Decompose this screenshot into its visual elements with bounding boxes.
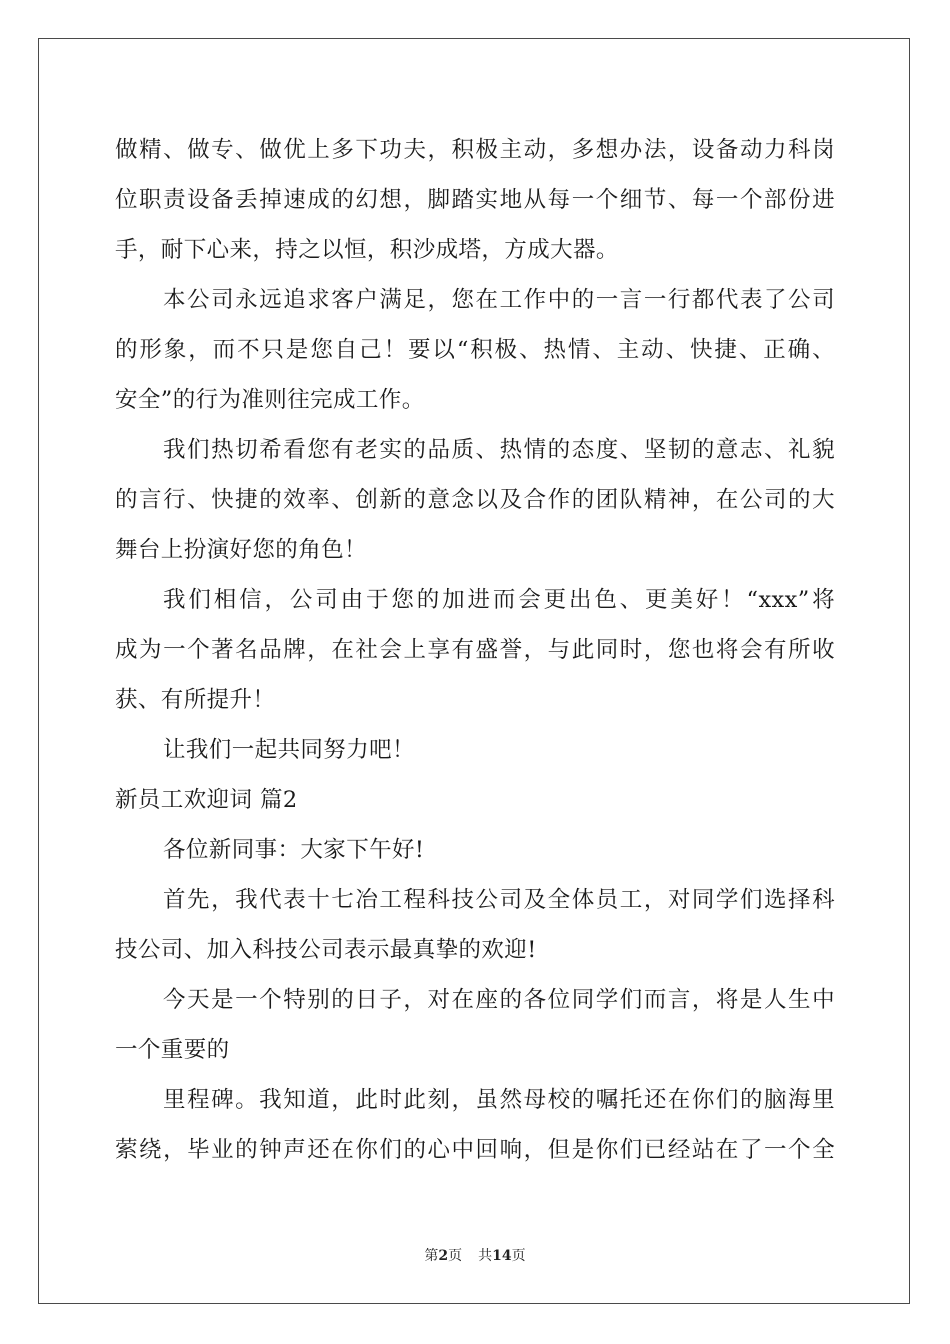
paragraph-line: 一个重要的 — [115, 1037, 230, 1063]
paragraph-line: 位职责设备丢掉速成的幻想，脚踏实地从每一个细节、每一个部份进 — [115, 187, 835, 213]
section-heading: 新员工欢迎词 篇2 — [115, 787, 298, 813]
paragraph-line: 的形象，而不只是您自己！要以“积极、热情、主动、快捷、正确、 — [115, 337, 835, 363]
paragraph-line: 安全”的行为准则往完成工作。 — [115, 387, 425, 413]
paragraph-line: 做精、做专、做优上多下功夫，积极主动，多想办法，设备动力科岗 — [115, 137, 835, 163]
total-pages: 14 — [492, 1248, 512, 1264]
paragraph-line: 今天是一个特别的日子，对在座的各位同学们而言，将是人生中 — [163, 987, 835, 1013]
paragraph-line: 成为一个著名品牌，在社会上享有盛誉，与此同时，您也将会有所收 — [115, 637, 835, 663]
document-body — [115, 125, 835, 1175]
paragraph-line: 里程碑。我知道，此时此刻，虽然母校的嘱托还在你们的脑海里 — [163, 1087, 835, 1113]
total-prefix: 共 — [478, 1248, 493, 1264]
paragraph-line: 技公司、加入科技公司表示最真挚的欢迎! — [115, 937, 537, 963]
paragraph-line: 我们热切希看您有老实的品质、热情的态度、坚韧的意志、礼貌 — [163, 437, 835, 463]
paragraph-line: 各位新同事：大家下午好! — [163, 837, 425, 863]
paragraph-line: 我们相信，公司由于您的加进而会更出色、更美好！“xxx”将 — [163, 587, 835, 613]
paragraph-line: 的言行、快捷的效率、创新的意念以及合作的团队精神，在公司的大 — [115, 487, 835, 513]
paragraph-line: 获、有所提升！ — [115, 687, 276, 713]
page-prefix: 第 — [424, 1248, 439, 1264]
total-suffix: 页 — [511, 1248, 526, 1264]
paragraph-line: 舞台上扮演好您的角色！ — [115, 537, 367, 563]
paragraph-line: 让我们一起共同努力吧！ — [163, 737, 415, 763]
page-suffix: 页 — [448, 1248, 463, 1264]
paragraph-line: 本公司永远追求客户满足，您在工作中的一言一行都代表了公司 — [163, 287, 835, 313]
paragraph-line: 手，耐下心来，持之以恒，积沙成塔，方成大器。 — [115, 237, 619, 263]
paragraph-line: 首先，我代表十七冶工程科技公司及全体员工，对同学们选择科 — [163, 887, 835, 913]
page-number: 2 — [438, 1248, 449, 1264]
paragraph-line: 萦绕，毕业的钟声还在你们的心中回响，但是你们已经站在了一个全 — [115, 1137, 835, 1163]
page-footer — [0, 1245, 950, 1265]
